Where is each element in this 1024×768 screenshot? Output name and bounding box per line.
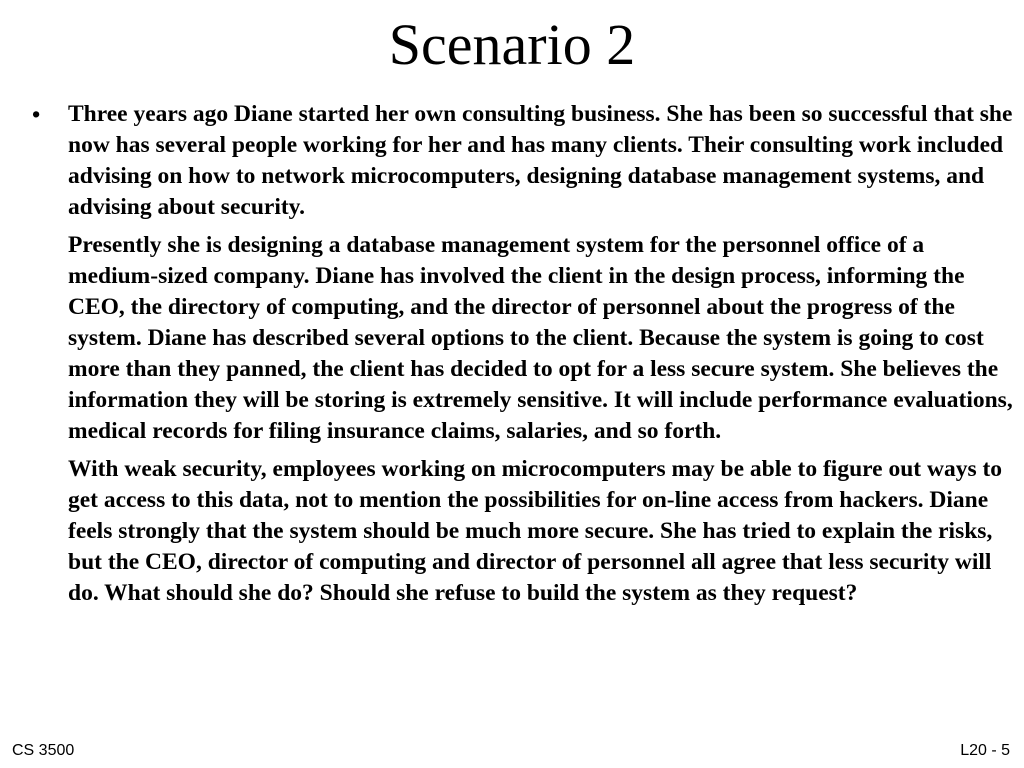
footer-page-number: L20 - 5 xyxy=(960,742,1010,759)
paragraph-text: Presently she is designing a database management system for the personnel office of a medium-sized company. Diane has involved the client in the design process, informing the CEO, the directory of computing, and the director of personnel about the progress of the system. Diane has described several options to the client. Because the system is going to cost more than they panned, the client has decided to opt for a less secure system. She believes the information they will be storing is extremely sensitive. It will include performance evaluations, medical records for filing insurance claims, salaries, and so forth. xyxy=(68,232,1013,444)
paragraph-text: Three years ago Diane started her own consulting business. She has been so successful that she now has several people working for her and has many clients. Their consulting work included advising on how to network microcomputers, designing database management systems, and advising about security. xyxy=(68,101,1013,220)
paragraph-text: With weak security, employees working on microcomputers may be able to figure out ways to get access to this data, not to mention the possibilities for on-line access from hackers. Diane feels strongly that the system should be much more secure. She has tried to explain the risks, but the CEO, director of computing and director of personnel all agree that less security will do. What should she do? Should she refuse to build the system as they request? xyxy=(68,456,1003,606)
bullet-icon: • xyxy=(32,101,41,127)
paragraph-1 xyxy=(30,99,1014,223)
footer-course: CS 3500 xyxy=(12,742,75,759)
slide-body xyxy=(30,99,1014,616)
slide-title: Scenario 2 xyxy=(388,12,636,77)
paragraph-3 xyxy=(30,454,1014,609)
paragraph-2 xyxy=(30,230,1014,447)
